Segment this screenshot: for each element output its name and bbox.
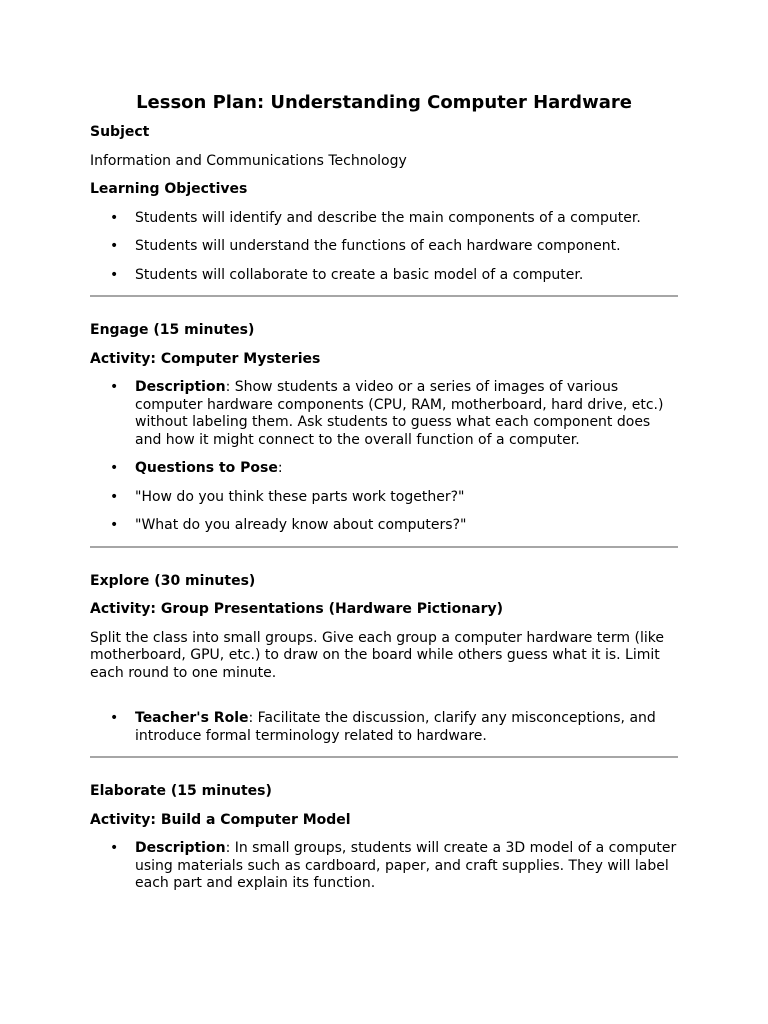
elaborate-list [90, 840, 678, 893]
bullet-icon: • [110, 209, 119, 226]
list-item [90, 379, 678, 449]
description-text: : In small groups, students will create a 3D model of a computer using materials such as cardboard, paper, and craft supplies. They will label each part and explain its function. [135, 840, 677, 891]
bullet-icon: • [110, 238, 119, 254]
list-item [90, 489, 678, 507]
document-content [90, 92, 678, 904]
question-text: "How do you think these parts work together?" [135, 488, 465, 505]
list-item [90, 267, 678, 285]
explore-paragraph: Split the class into small groups. Give each group a computer hardware term (like motherboard, GPU, etc.) to draw on the board while others guess what it is. Limit each round to one minute. [90, 629, 664, 681]
explore-activity: Activity: Group Presentations (Hardware Pictionary) [90, 601, 504, 617]
engage-activity: Activity: Computer Mysteries [90, 350, 321, 367]
bullet-icon: • [110, 517, 119, 533]
questions-suffix: : [277, 460, 283, 476]
questions-label: Questions to Pose [135, 460, 278, 476]
bullet-icon: • [110, 379, 119, 395]
description-label: Description [135, 379, 226, 395]
section-divider [90, 756, 678, 758]
list-item [90, 840, 678, 893]
objective-text: Students will understand the functions of each hardware component. [135, 238, 621, 254]
question-text: "What do you already know about computers?" [135, 517, 467, 533]
list-item [90, 238, 678, 256]
engage-list [90, 379, 678, 535]
list-item [90, 517, 678, 535]
list-item [90, 210, 678, 228]
objective-text: Students will collaborate to create a basic model of a computer. [135, 266, 584, 283]
bullet-icon: • [110, 266, 119, 283]
teacher-role-text: : Facilitate the discussion, clarify any misconceptions, and introduce formal terminology related to hardware. [135, 710, 656, 744]
engage-heading: Engage (15 minutes) [90, 322, 255, 338]
description-label: Description [135, 840, 226, 856]
description-text: : Show students a video or a series of images of various computer hardware components (CPU, RAM, motherboard, hard drive, etc.) without labeling them. Ask students to guess what each component does and how it might connect to the overall function of a computer. [135, 379, 664, 448]
bullet-icon: • [110, 488, 119, 505]
explore-heading: Explore (30 minutes) [90, 572, 256, 589]
subject-heading: Subject [90, 124, 150, 140]
elaborate-heading: Elaborate (15 minutes) [90, 783, 272, 799]
bullet-icon: • [110, 840, 119, 856]
section-divider [90, 295, 678, 297]
teacher-role-label: Teacher's Role [135, 710, 249, 726]
explore-list [90, 710, 678, 745]
objective-text: Students will identify and describe the main components of a computer. [135, 209, 641, 226]
section-divider [90, 546, 678, 548]
objectives-heading: Learning Objectives [90, 181, 248, 197]
elaborate-activity: Activity: Build a Computer Model [90, 811, 351, 828]
list-item [90, 710, 678, 745]
bullet-icon: • [110, 460, 119, 476]
list-item [90, 460, 678, 478]
subject-text: Information and Communications Technology [90, 152, 407, 169]
page-title: Lesson Plan: Understanding Computer Hardware [136, 92, 632, 113]
bullet-icon: • [110, 710, 119, 726]
objectives-list [90, 210, 678, 285]
